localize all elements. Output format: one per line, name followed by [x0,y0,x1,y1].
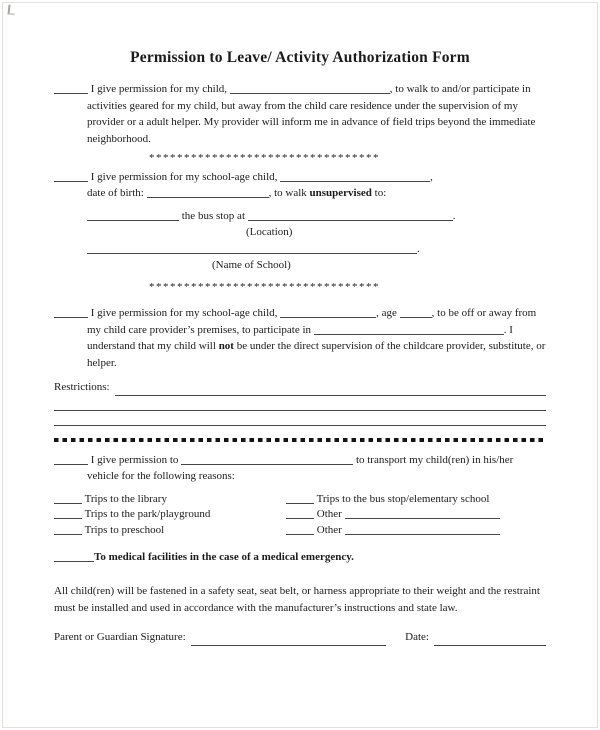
park-check-blank[interactable] [54,507,82,519]
sec4-text-a: I give permission to [90,453,179,466]
sec2-unsupervised-word: unsupervised [309,187,372,200]
other2-label: Other [316,523,342,536]
sec4-permission-line [54,452,546,469]
sec2-dob-label: date of birth: [87,187,144,200]
checklist-item-preschool [54,523,286,539]
sec2-busstop-line [54,208,546,225]
form-title: Permission to Leave/ Activity Authorization Form [130,49,470,66]
signature-blank[interactable] [191,634,387,646]
sec4-text-c: vehicle for the following reasons: [87,470,235,483]
sec4-reasons-line [54,468,546,485]
asterisk-divider-1: ********************************* [149,152,380,165]
sec2-dob-after: , to walk [268,187,307,200]
other1-label: Other [316,508,342,521]
sec3-text-f: I understand that my child will [87,323,513,353]
sec2-child-name-blank[interactable] [280,170,430,182]
sec4-block [54,452,546,485]
sec2-initials-blank[interactable] [54,170,88,182]
other2-check-blank[interactable] [286,523,314,535]
sec2-school-name-blank[interactable] [87,242,417,254]
sec3-initials-blank[interactable] [54,306,88,318]
preschool-check-blank[interactable] [54,523,82,535]
sec3-permission-line [54,305,546,322]
sec1-paragraph [54,81,546,147]
sec1-child-name-blank[interactable] [230,82,390,94]
school-caption: (Name of School) [212,259,291,272]
signature-row [54,629,546,646]
asterisk-divider-2: ********************************* [149,280,380,293]
restrictions-row [54,379,546,396]
sec2-dob-line [54,185,546,202]
checklist-item-library [54,492,286,508]
medical-line [54,549,546,566]
scan-artifact-mark [7,5,15,16]
restrictions-blank-2[interactable] [54,396,546,411]
sec4-initials-blank[interactable] [54,453,88,465]
medical-text: To medical facilities in the case of a medical emergency. [94,550,354,563]
sec3-text-d: my child care provider’s premises, to participate in [87,323,312,336]
reasons-checklist [54,492,546,539]
sec3-child-name-blank[interactable] [280,306,376,318]
sec2-permission-line [54,169,546,186]
sec3-text-e: . [503,323,507,336]
checklist-row-3 [54,523,546,539]
restrictions-blank-3[interactable] [54,411,546,426]
sec2-to-colon: to: [374,187,387,200]
other1-check-blank[interactable] [286,507,314,519]
other1-text-blank[interactable] [345,507,500,519]
sec2-location-blank[interactable] [248,209,453,221]
restrictions-blank-1[interactable] [115,384,546,396]
sec2-school-line [54,241,546,258]
safety-notice: All child(ren) will be fastened in a safety seat, seat belt, or harness appropriate to their weight and the restraint must be installed and used in accordance with the manufacturer’s instructions and state law. [54,585,540,614]
date-blank[interactable] [434,634,546,646]
busstop-check-blank[interactable] [286,492,314,504]
sec4-driver-name-blank[interactable] [181,453,353,465]
sec1-text-a: I give permission for my child, [90,83,228,96]
sec3-not-word: not [218,340,234,353]
checklist-item-park [54,507,286,523]
library-check-blank[interactable] [54,492,82,504]
sec3-activity-blank[interactable] [314,323,504,335]
checklist-item-other-2 [286,523,546,539]
sec2-period-2: . [417,242,420,255]
busstop-label: Trips to the bus stop/elementary school [316,492,490,505]
checklist-row-1 [54,492,546,508]
sec2-period-1: . [452,209,456,222]
sec3-text-c: , to be off or away from [431,307,537,320]
library-label: Trips to the library [84,492,167,505]
preschool-label: Trips to preschool [84,523,165,536]
sec2-text-b: , [430,170,433,183]
dotted-divider [54,438,546,442]
sec2-busstop-who-blank[interactable] [87,209,179,221]
sec2-dob-blank[interactable] [147,186,269,198]
restrictions-label: Restrictions: [54,381,110,394]
park-label: Trips to the park/playground [84,508,211,521]
sec3-continuation [54,322,546,372]
medical-check-blank[interactable] [54,550,94,562]
signature-label: Parent or Guardian Signature: [54,631,186,644]
sec2-busstop-text: the bus stop at [181,209,245,222]
sec1-text-b: , to walk to and/or participate in activities geared for my child, but away from the child care residence under the supervision of my provider or a adult helper. My provider will inform me in advance of field trips beyond the immediate neighborhood. [87,83,536,145]
checklist-item-busstop [286,492,546,508]
sec1-initials-blank[interactable] [54,82,88,94]
checklist-item-other-1 [286,507,546,523]
location-caption: (Location) [246,226,293,239]
restrictions-block [54,379,546,426]
sec4-text-b: to transport my child(ren) in his/her [355,453,514,466]
sec3-text-g: be under the direct supervision of the childcare provider, substitute, or helper. [87,340,546,369]
sec3-age-blank[interactable] [400,306,432,318]
sec3-text-b: , age [376,307,397,320]
sec3-text-a: I give permission for my school-age child, [90,307,278,320]
sec2-text-a: I give permission for my school-age child, [90,170,278,183]
date-label: Date: [405,631,429,644]
other2-text-blank[interactable] [345,523,500,535]
checklist-row-2 [54,507,546,523]
